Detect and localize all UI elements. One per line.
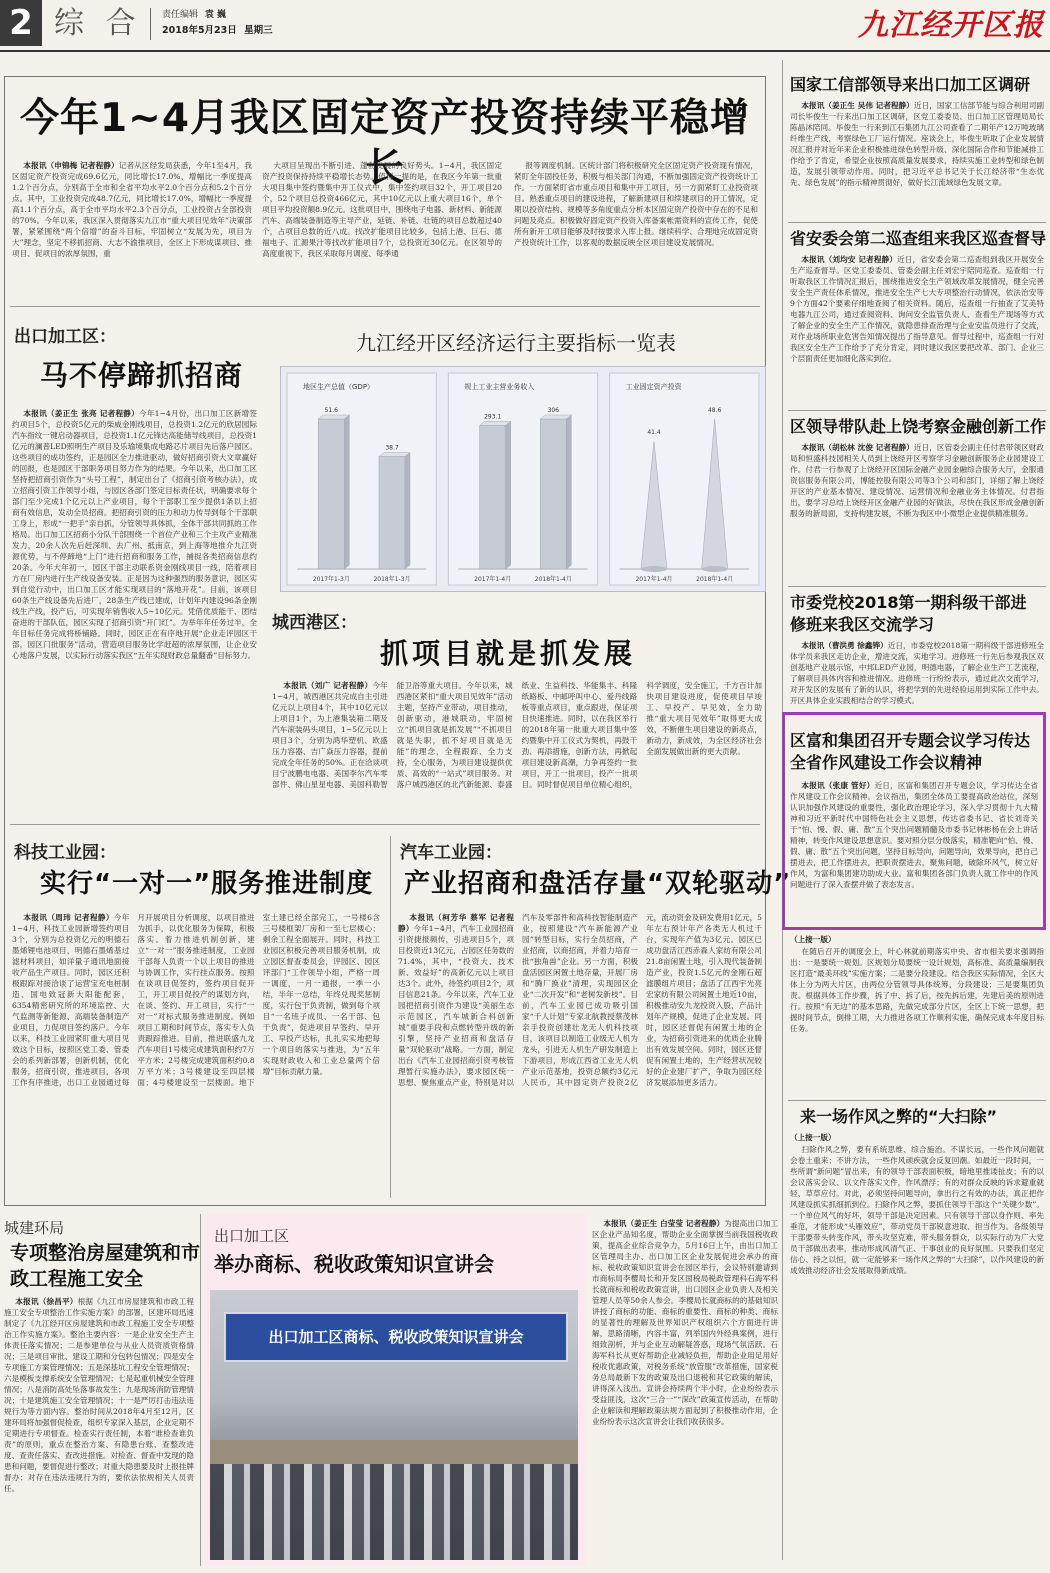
right-article-1-title: 国家工信部领导来出口加工区调研	[790, 75, 1031, 94]
right-article-2-title: 省安委会第二巡查组来我区巡查督导	[790, 229, 1047, 248]
right-article-5-text: 近日，区富和集团召开专题会议，学习传达全省作风建设工作会议精神。会议指出，集团全体员工要提高政治站位，深刻认识加强作风建设的重要性，强化政治理论学习，深入学习贯彻十九大精神和习近平新时代中国特色社会主义思想，传达省委书记、省长刘奇关于“怕、慢、假、庸、散”五个突出问题精髓及市委书记林彬杨在会上讲话精神，转变作风建设思想意识。要对照分层分级落实，精准靶向“怕、慢、假、庸、散”五个突出问题，坚持目标导向，问题导向，效果导向，把自己摆进去，把工作摆进去，把职责摆进去，聚焦问题，破除环风气，树立好作风，为富和集团建功助成大业。富和集团各部门负责人就工作中的作风问题进行了深入查摆并做了表态发言。	[790, 781, 1038, 889]
photo-audience	[210, 1464, 578, 1560]
chart-0-title: 地区生产总值（GDP）	[303, 383, 375, 391]
chart-0-category-0: 2017年1-3月	[312, 576, 350, 583]
autopark-text: 今年1~4月，汽车工业园招商引资捷报频传，引进项目5个，项目投资近13亿元，占园区任务数的71.4%，其中，“投资大、技术新、效益好”的高新亿元以上项目达3个。此外，待签约项目2个，项目信息21条。今年以来，汽车工业园把招商引资作为建设“美丽生态示范园区，汽车城新合科创新城”重要手段和点燃转型升级的新引擎，坚持产业招商和盘活存量“双轮驱动”战略。一方面，制定出台《汽车工业园招商引资考核管理暂行实施办法》，要求园区统一思想、聚焦重点产业，特别是对以汽车及零部件和高科技智能制造产业，按照建设“汽车新能源产业园”转型目标，实行全员招商，产业招商，以商招商，并着力培育一批“独角兽”企业。另一方面，积极盘活园区闲置土地存量，开展厂房和“腾厂换业”清理，实现园区企业“二次开发”和“老树发新枝”。目前，汽车工业园已成功吸引国家“千人计划”专家北航教授蔡茂林亲手投资创建壮龙无人机科技项目，该项目以制造工业级无人机为龙头，引进无人机生产研发制造上下游项目，形成江西省工业无人机产业示范基地，投资总额约3亿元人民币，其中固定资产投资2亿元，流动资金及研发费用1亿元，5年左右预计年产各类无人机过千台，实现年产值为3亿元。园区已成功盘活江西赤森人家纺有限公司21.8亩闲置土地，引入现代装备制造产业，投资1.5亿元的金刚石超滤膜组片项目；盘活了江西宇光亮宏家纺有限公司闲置土地近10亩，积极推动安九龙投资入股，产品计划年产规模，促进了企业发展。同时，园区还督促有闲置土地的企业，为招商引资进来的优质企业腾出有效发展空间。同时，园区还督促有闲置土地的，生产经营状况较好的企业建厂扩产，争取为园区经济发展添加更多活力。	[398, 913, 762, 1087]
right-article-4-text: 近日，市委党校2018第一期科级干部进修班全体学员来我区走访企业，增进交流，实地学习。进修班一行先后参观我区双创基地产业展示馆，中邦LED产业园，明德电器，了解企业生产工艺流程，了解项目具体内容和推进情况。进修班一行纷纷表示，通过此次交流学习，对开发区的发展有了新的认识，将把学到的先进经验运用到实际工作中去。开区具体企业实践相结合的学习模式。	[790, 641, 1044, 705]
chart-title: 九江经开区经济运行主要指标一览表	[356, 331, 676, 355]
lead-col-2: 大项目呈现出不断引进、蓬勃发展的良好势头。1~4月，我区固定资产投资保持持续平稳增长态势。值得一提的是，在我区今年第一批重大项目集中签约暨集中开工仪式中，集中签约项目32个，开工项目20个，52个项目总投资466亿元，其中10亿元以上重大项目16个，单个项目平均投资额8.9亿元。这批项目中，围绕电子电器、新材料、新能源汽车、高端装备制造等主导产业，延链、补链、壮链的项目总数超过40个，占项目总数的近八成。找改扩能项目比较多，包括上港、巨石、德福电子、汇源果汁等找改扩能项目7个，总投资近30亿元。在区领导的高度重视下，我区采取每月调度、每季通	[262, 161, 502, 258]
urban-divider	[200, 1214, 201, 1566]
chart-0-bar-1	[379, 457, 405, 570]
trademark-headline: 举办商标、税收政策知识宣讲会	[214, 1252, 494, 1276]
chart-1-value-0: 293.1	[484, 413, 502, 421]
editor-label: 责任编辑	[162, 10, 199, 20]
chart-2-frame	[610, 373, 759, 585]
right-article-3-text: 近日，区管委会副主任付君带领区财政局和恒盛科技园相关人员到上饶经开区考察学习金融创新服务企业园建设工作。付君一行参观了上饶经开区国际金融产业园金融综合服务大厅，金服通资信服务有限公司，博能控股有限公司等3个公司和部门，详细了解上饶经开区的产业基本情况、建设情况、运营情况和金融业务主体情况。付君指出，要学习总结上饶经开区金融产业园的好做法，尽快在我区形成金融创新服务的新局面，支持构建发展，不断为我区中小微型企业提供精准服务。	[790, 443, 1044, 518]
chart-1-bar-0-side	[506, 421, 511, 569]
chart-2-bar-0-base	[641, 566, 667, 572]
lead-col-1	[12, 160, 252, 296]
right-article-2-body	[790, 254, 1044, 406]
right-article-2-byline: 本报讯（刘均安 记者程静）	[801, 255, 898, 264]
right-article-5-byline: 本报讯（张康 管好）	[801, 781, 875, 790]
export-kicker: 出口加工区：	[14, 327, 116, 347]
export-text: 今年1~4月份，出口加工区新增签约项目5个，总投资5亿元的柴威金刚线项目，总投资1.2亿元的欣居园际汽车指纹一键启动器项目，总投资1.1亿元锋达高能储导线项目，总投资1亿元的澜普LED照明生产项目及乐瑜境集成电路芯片项目先后落户园区。这些项目的成功签约，正是园区全力推进驱动，做好招商引资大文章赢好的回报，也是园区干部职务项目努力作为的结果。今年以来，出口加工区坚持把招商引资作为“头号工程”，制定出台了《招商引资考核办法》，成立招商引资工作领导小组，与园区各部门签定目标责任状，明确要求每个部门至少完成1个亿元以上产业项目，每个干部职工至少提供1条以上招商有效信息，发动全员招商。把招商引资的压力和动力传导到每个干部职工身上，形成“一把手”亲自抓，分管领导具体抓，全体干部共同抓的工作格局。出口加工区招商小分队干部围绕一个首位产业和三个主攻产业精准发力，20余人次先后赶深圳、去广州、抵南京，到上海等地推介九江资源优势，与不停蹄地“上门”进行招商和服务工作，捕捉各类招商信息约20条。今年大年初一，园区干部主动联系资金刚线项目一线，陪着项目方在厂房内进行生产线设备安装。正是因为这种强烈的服务意识，园区实到自觉行动中，出口加工区才能实现项目的“落地开花”。目前，该项目60条生产线设备先后进厂，28条生产线已建成，计划年内建设96条金刚线生产线，投产后，可实现年销售收入5~10亿元。凭借优质能干、团结奋进的干部队伍，园区实现了招商引资“开门红”。为举年年任务过半，全年目标任务完成将桥铺路。同时，园区正在有序地开展“企业走评园区干部，园区门批服务”活动，营造项目服务比学赶超的浓厚氛围，让企业安心地落户发展，以实际行动落实我区“五年实现财政总量翻番”目标努力。	[12, 409, 257, 660]
westport-kicker: 城西港区：	[272, 613, 357, 633]
chart-0-value-0: 51.6	[324, 407, 339, 414]
westport-text: 今年1~4月，城西港区共完成自主引进亿元以上项目4个，其中10亿元以上项目1个，为上港集装箱二期及汽车滚装码头项目，1~5亿元以上项目3个，分别为鸿华塑机、欧盛压力容器、吉广焱压力容器，提前完成全年任务的50%。正在洽谈项目宁波鹏电电器、美国李尔汽车零部件、佛山星星电器、美国科勒智能卫浴等重大项目。今年以来，城西港区紧扣“重大项目见效年”活动主题，坚持产业带动，项目推动，创新驱动，港城联动，牢固树立“抓项目就是抓发展”“不抓项目就是失职，抓不好项目就是无能”的理念，全程跟踪、全力支持，全心服务，为项目建设提供优质、高效的“一站式”项目服务。对落户城西港区的北汽新能源、泰盛纸业、生益科技、华能集丰、科隆纸路板、中邮呼叫中心、爱丹线路板等重点项目，重点跟进，保证项目快速推进。同时，以在我区举行的2018年第一批重大项目集中签约暨集中开工仪式为契机，再鼓干劲、再添措施，创新方法，再掀起项目建设新高潮，力争再签约一批项目，开工一批项目，投产一批项目。同时督促项目单位精心组织，科学调度，安全施工，千方百计加快项目建设进度，促使项目早竣工、早投产、早见效，全力助推“重大项目见效年”取得更大成效，不断催生项目建设的新亮点，新动力，新成效，为全区经济社会全面发展做出新的更大贡献。	[272, 681, 762, 789]
chart-1-bar-0	[480, 425, 506, 569]
export-byline: 本报讯（姜正生 张亮 记者程静）	[23, 409, 139, 418]
right-rule-1	[788, 222, 1046, 223]
trademark-kicker: 出口加工区	[214, 1227, 290, 1245]
right-article-6-title: 来一场作风之弊的“大扫除”	[800, 1107, 998, 1126]
chart-2-bar-1-base	[702, 566, 728, 572]
indicator-chart-panel	[280, 366, 766, 592]
page-number: 2	[9, 3, 33, 43]
right-article-4-byline: 本报讯（曹洪勇 徐鑫铧）	[801, 641, 888, 650]
westport-headline: 抓项目就是抓发展	[380, 637, 637, 670]
urban-byline: 本报讯（徐昌平）	[15, 1297, 78, 1306]
chart-2-category-0: 2017年1-4月	[635, 576, 673, 583]
urban-headline: 专项整治房屋建筑和市政工程施工安全	[10, 1242, 201, 1290]
trademark-byline: 本报讯（姜正生 白莹莹 记者程静）	[603, 1219, 725, 1228]
chart-1-value-1: 306	[547, 407, 560, 414]
issue-date-line	[162, 24, 273, 38]
chart-0-bar-1-side	[405, 453, 410, 570]
right-article-6-body: 扫除作风之弊，要有系统思维、综合施治。不谋长远，一些作风问题就会卷土重来；不讲方法，一些作风顽疾就会反复回潮。如最近一段时间，一些所谓“新问题”冒出来，有的领导干部表面积极，暗地里推诿扯皮；有的以会议落实会议、以文件落实文件，作风漂浮；有的对群众反映的诉求避重就轻、草草应付。对此，必须坚持问题导向，拿出行之有效的办法，真正把作风建设抓实抓细抓到位。扫除作风之弊，要抓住领导干部这个“关键少数”。一个单位风气的好坏，领导干部是决定因素。只有领导干部以身作则、率先垂范，才能形成“头雁效应”，带动党员干部锐意进取、担当作为。各级领导干部要带头转变作风，带头攻坚克难，带头服务群众，以实际行动为广大党员干部做出表率，推动形成风清气正、干事创业的良好氛围。只要我们坚定信心、持之以恒，就一定能够来一场作风之弊的“大扫除”，以作风建设的新成效推动经济社会发展取得新成绩。	[790, 1145, 1044, 1275]
urban-body	[4, 1296, 194, 1566]
autopark-kicker: 汽车工业园：	[400, 843, 502, 863]
issue-date: 2018年5月23日	[162, 25, 237, 36]
photo-podium	[210, 1440, 578, 1464]
chart-1-category-0: 2017年1-4月	[474, 576, 512, 583]
chart-1-bar-1	[540, 419, 566, 569]
right-article-5-body	[790, 780, 1038, 924]
urban-kicker: 城建环局	[4, 1219, 65, 1237]
chart-0-bar-0	[318, 419, 344, 569]
chart-2-value-0: 41.4	[647, 429, 661, 437]
export-headline: 马不停蹄抓招商	[40, 359, 244, 392]
trademark-text: 为提高出口加工区企业产品知名度，帮助企业全面掌握当前我国税收政策，提高企业综合竞争力，5月16日上午，由出口加工区管理局主办、出口加工区企业发展促进会承办的商标、税收政策知识宣讲会在园区举行，会议特别邀请到市商标局李樱局长和开发区国税局税政管理科石海军科长就商标和税收政策宣讲，出口园区企业负责人及相关管理人员等50余人参会。李樱局长就商标的的基础知识讲授了商标的功能、商标的重要性、商标的种类、商标的显著性的理解及世界知识产权组织六个方面进行讲解，思路清晰，内容丰富，列举国内外经典案例，进行细致剖析，并与企业互动解疑答惑，现场气氛活跃。石海军科长从更好帮助企业减轻负担，帮助企业用足用好税收优惠政策，对税务系统“放管服”改革措施，国家税务总局最新下发的政策及出口退税和其它政策的解读，讲得深入浅出。宣讲会持续两个半小时，企业纷纷表示受益匪浅，这次“三合一”“深改”政策宣传活动，在帮助企业解读和理解政策法规方面起到了积极推动作用，企业纷纷表示这次宣讲会让我们收获很多。	[592, 1219, 778, 1426]
techpark-body	[12, 912, 380, 1198]
techpark-text: 今年1~4月，科技工业园新增签约项目3个，分别为总投资亿元的明德石墨烯锂电池项目，明德石墨烯基过滤材料项目，如洋量子通讯地面接收产品生产项目。同时，园区还积极跟踪对接洽谈了运营宝充电桩制造、国电致冠新大阳能配套，6354精密研究所的环境监控、大气监测等新能源、高端装备制造产业项目，力促项目签约落户。今年以来，科技工业园紧盯重大项目见效这个目标，按照区党工委、管委会的系列新部署，创新机制，优化服务，招商引资，推进项目，各项工作有序推进，出口工业园通过每月开展项目分析调度，以项目推进为抓手，以优化服务为保障，积极落实。着力推进机制创新，建立“一对一”服务推进制度，工业园干部每人负责一个以上项目的推进与协调工作，实行挂点服务。按照在谈项目促签约，签约项目促开工，开工项目促投产的谋划方向，在谈、签约、开工项目，实行“一对一”对标式服务推进制度。例如项目工期和时间节点，落实专人负责跟踪推进。目前，推进联盛九龙汽车项目1号楼完成建筑面积约7万平方米；2号楼完成建筑面积约0.8万平方米；3号楼建设至四层楼面；4号楼建设至一层楼面。地下室土建已经全部完工，一号楼6含三号楼框架厂房和一至七层楼心；剩余工程全面展开。同时，科技工业园区积极完善项目服务机制，成立园区督查委员会，评园区、园区评部门“工作领导小组，严格一周一调度，一月一通报，一季一小结，半年一总结，年终兑现奖惩制度，实行包干负责制，做到每个项目“一名班子成员、一名干部、包干负责”，促进项目早签约、早开工、早投产达标，扎扎实实地把每一个项目的落实与推进，为“五年实现财政收入和工业总量两个倍增”目标贡献力量。	[12, 913, 380, 1087]
continuation-text: 在随后召开的调度会上，叶心林就前期落实中央、省市相关要求强调指出：一是要统一规划。区规划分局要统一设计规划，高标准、高质量编制我区打造“最美环线”实施方案；二是要分段建设。结合我区实际情况，全区大体上分为两大片区，由两位分管领导具体统筹，分段建设；三是要集团负责。根据具体工作步骤，拆了中、拆了后，按先拆后建，先建后美的原则进行。按照“有无边”的基本思路，先做完成部分片区，全区上下统一思想，把握时间节点，倒排工期，大力推进各项工作顺利实施，确保完成本年度目标任务。	[790, 947, 1044, 1033]
editor-line	[162, 8, 226, 22]
right-article-3-body	[790, 442, 1044, 582]
right-article-5-title: 区富和集团召开专题会议学习传达全省作风建设工作会议精神	[790, 731, 1031, 772]
meeting-photo	[210, 1290, 578, 1560]
right-rule-4	[788, 1100, 1046, 1101]
autopark-byline: 本报讯（柯芳华 蔡军 记者程静）	[398, 913, 514, 933]
techpark-byline: 本报讯（周玮 记者程静）	[23, 913, 114, 922]
indicator-chart-svg	[281, 367, 765, 591]
right-article-3-byline: 本报讯（胡松林 沈俊 记者程静）	[801, 443, 914, 452]
chart-0-category-1: 2018年1-3月	[373, 576, 411, 583]
right-article-1-byline: 本报讯（姜正生 吴伟 记者程静）	[801, 101, 914, 110]
masthead-rule	[0, 50, 1050, 52]
right-article-4-title: 市委党校2018第一期科级干部进修班来我区交流学习	[790, 593, 1027, 634]
urban-text: 根据《九江市房屋建筑和市政工程施工安全专项整治工作实施方案》的部署，区建环局迅速制定了《九江经开区房屋建筑和市政工程施工安全专项整治工作实施方案》。整治主要内容：一是企业安全生产主体责任落实情况；二是参建单位与从业人员资质资格情况；三是项目审批、建设工期和分包转包情况；四是安全专项施工方案管理情况；五是深基坑工程安全管理情况；六是模板支撑系统安全管理情况；七是起重机械安全管理情况；八是消防高处坠落事故发生；九是现场消防管理情况；十是建筑施工安全管理情况；十一是严厉打击违法违规行为等方面内容。整治时间从2018年4月至12月，区建环局将加强督促检查，组织专家深入基层，企业定期不定期进行专项督查。检查实行责任制，本着“谁检查谁负责”的原则，重点在整治方案、有隐患台账、查整改进度、查责任落实、查改进措施。对检查、督查中发现的隐患和问题，要督促进行整改；对重大隐患要及时上报挂牌督办；对存在违法违规行为的，要依法依规相关人员责任。	[4, 1297, 194, 1493]
photo-banner	[224, 1312, 568, 1362]
section-name: 综 合	[54, 6, 142, 41]
editor-name: 袁 巍	[204, 10, 227, 20]
chart-2-title: 工业固定资产投资	[625, 383, 682, 391]
chart-2-value-1: 48.6	[707, 407, 722, 414]
right-article-3-title: 区领导带队赴上饶考察金融创新工作	[790, 417, 1047, 436]
chart-1-category-1: 2018年1-4月	[534, 576, 572, 583]
continuation-label: （上接一版）	[790, 935, 836, 944]
lead-col-3: 报等调度机制。区统计部门将积极研究全区固定资产投资现有情况，紧盯全年固投任务，积极与相关部门沟通，不断加强固定资产投资统计工作。一方面紧盯省市重点项目和集中开工项目，另一方面紧盯工业投资项目。熟悉重点项目的建设进程，了解新建项目和续建项目的开工情况，定期以投资结构、规模等多角度重点分析本区固定资产投资中存在的不足和问题及亮点。积极做好固定资产投资入库备案帐需资料的宣传工作，促使所有新开工项目能够及时按要求入库上报。继续科学、合理地完成固定资产投资统计工作，以客观的数据反映全区项目建设发展情况。	[514, 161, 758, 247]
mid-rule	[10, 824, 760, 825]
chart-0-bar-0-side	[344, 415, 349, 569]
techpark-headline: 实行“一对一”服务推进制度	[40, 869, 374, 899]
autopark-headline: 产业招商和盘活存量“双轮驱动”	[404, 869, 792, 899]
techpark-kicker: 科技工业园：	[14, 843, 116, 863]
chart-1-frame	[448, 373, 597, 585]
chart-1-bar-1-side	[566, 415, 571, 569]
right-article-1-text: 近日，国家工信部节能与综合利用司副司长毕俊生一行来出口加工区调研，区党工委委员、出口加工区管理局局长陈晶沐陪同。毕俊生一行来到江石集团九江公司查看了二期年产12万吨玻璃纤维生产线，考察绿色工厂运行情况。座谈会上，毕俊生听取了企业发展情况汇报并对近年来企业积极推进绿色转型升级、深化国际合作和节能减排工作给予了肯定，希望企业按照高质量发展要求，持续实施工业转型和绿色制造，发展引领带动作用。同时，把习近平总书记关于长江经济带“生态优先、绿色发展”的指示精神贯彻好，做好长江流域绿色发展文章。	[790, 101, 1044, 187]
chart-1-title: 规上工业主营业务收入	[464, 383, 535, 391]
right-rule-2	[788, 410, 1046, 411]
chart-0-frame	[287, 373, 436, 585]
right-article-6-label: （上接一版）	[790, 1133, 836, 1142]
chart-0-value-1: 38.7	[385, 444, 399, 452]
right-article-4-body	[790, 640, 1044, 708]
autopark-body	[398, 912, 762, 1198]
lead-bottom-rule	[10, 306, 760, 307]
trademark-body	[592, 1218, 778, 1566]
masthead-divider-v	[150, 8, 151, 40]
export-body	[12, 408, 257, 806]
right-article-2-text: 近日，省安委会第二巡查组到我区开展安全生产巡查督导。区党工委委员、管委会副主任刘宏宇陪同巡查。巡查组一行听取我区工作情况汇报后，围绕推进安全生产领域改革发展情况，健全完善安全生产责任体系情况，推进安全生产七大专项整治行动情况，依法治安等9个方面42个要素仔细地查阅了相关资料。随后，巡查组一行抽查了艾美特电器九江公司，通过查阅资料、询问安全监管负责人、查看生产现场等方式了解企业的安全生产工作情况，就隐患排查治理与企业安监员进行了交流，对作业场所职业危害告知情况提出了指导意见。督导过程中，巡查组一行对我区安全生产工作给予了充分肯定，同时建议我区要把改革、部门、企业三个层面责任更加细化落实到位。	[790, 255, 1044, 363]
photo-banner-text: 出口加工区商标、税收政策知识宣讲会	[268, 1328, 524, 1346]
westport-byline: 本报讯（刘广 记者程静）	[283, 681, 373, 690]
tech-auto-divider	[390, 836, 391, 1198]
westport-body	[272, 680, 762, 808]
chart-2-category-1: 2018年1-4月	[696, 576, 734, 583]
lead-text-1: 记者从区经发局获悉，今年1至4月，我区固定资产投资完成69.6亿元，同比增长17.0%，增幅比一季度提高1.2个百分点，分别高于全市和全省平均水平2.0个百分点和5.2个百分点。其中，工业投资完成48.7亿元，同比增长17.0%，增幅比一季度提高1.1个百分点，高于全市平均水平2.3个百分点，工业投资占全部投资的70%。今年以来，我区深入贯彻落实九江市“重大项目见效年”决策部署，紧紧围绕“两个倍增”的奋斗目标，牢固树立“发展为先，项目为大”理念，坚定不移抓招商、大志不渝推项目，全区上下形成谋项目、推项目、促项目的浓厚氛围，重	[12, 161, 252, 258]
right-article-1-body	[790, 100, 1044, 216]
right-rule-3	[788, 586, 1046, 587]
issue-weekday: 星期三	[244, 25, 273, 36]
lead-byline: 本报讯（申锦梅 记者程静）	[23, 161, 119, 170]
lead-headline: 今年1~4月我区固定资产投资持续平稳增长	[20, 96, 750, 191]
paper-name-logo: 九江经开区报	[858, 8, 1044, 43]
